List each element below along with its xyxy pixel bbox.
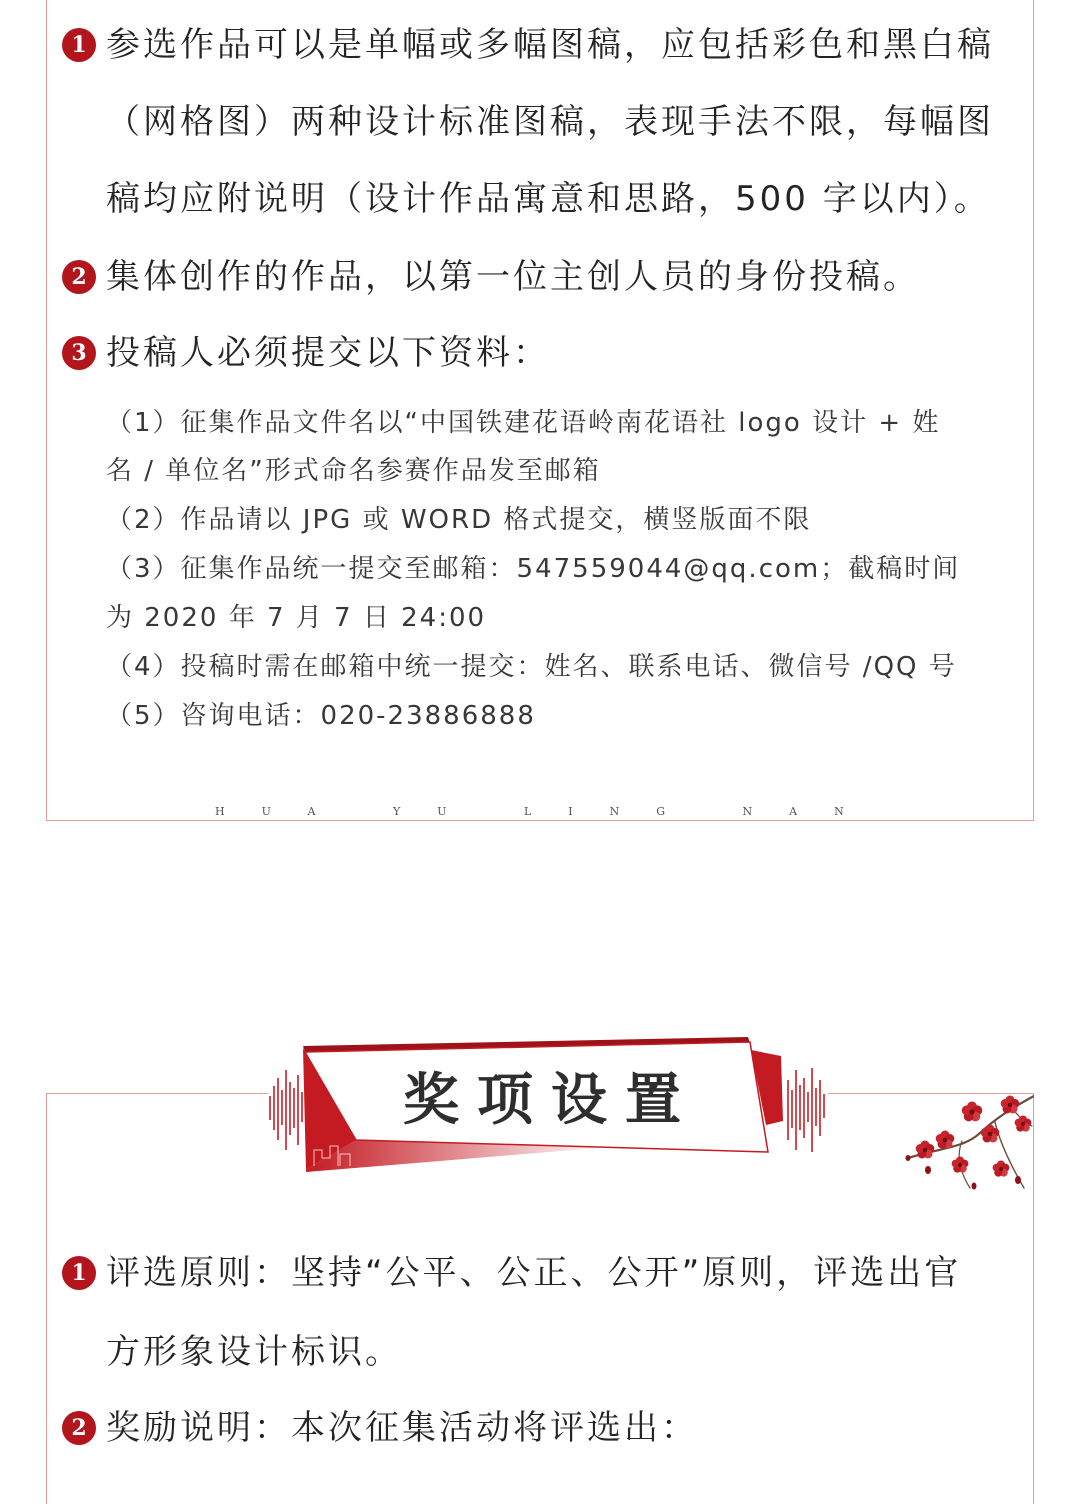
requirement-text: 稿均应附说明（设计作品寓意和思路，500 字以内）。 <box>106 179 991 219</box>
section1-frame-left <box>46 0 47 821</box>
number-badge: 2 <box>62 260 96 294</box>
award-text: 评选原则：坚持“公平、公正、公开”原则，评选出官 <box>106 1253 962 1293</box>
award-text: 奖励说明：本次征集活动将评选出： <box>106 1408 698 1448</box>
section1-frame-bottom <box>46 820 1034 821</box>
number-badge: 1 <box>62 1256 96 1290</box>
material-line: 名 / 单位名”形式命名参赛作品发至邮箱 <box>106 456 601 486</box>
requirement-text: 集体创作的作品，以第一位主创人员的身份投稿。 <box>106 257 920 297</box>
material-line: 为 2020 年 7 月 7 日 24:00 <box>106 603 487 633</box>
plum-blossom-branch-icon <box>900 1088 1034 1200</box>
requirement-text: （网格图）两种设计标准图稿，表现手法不限，每幅图 <box>106 102 994 142</box>
award-text: 方形象设计标识。 <box>106 1332 402 1372</box>
number-badge: 1 <box>62 28 96 62</box>
section-title: 奖项设置 <box>403 1067 699 1133</box>
material-line: （5）咨询电话：020-23886888 <box>106 701 536 731</box>
barcode-decoration-left <box>270 1070 306 1150</box>
requirement-text: 投稿人必须提交以下资料： <box>106 333 550 373</box>
section1-frame-right <box>1033 0 1034 821</box>
requirement-text: 参选作品可以是单幅或多幅图稿，应包括彩色和黑白稿 <box>106 25 994 65</box>
brand-watermark: HUA YU LING NAN <box>215 805 881 818</box>
material-line: （3）征集作品统一提交至邮箱：547559044@qq.com；截稿时间 <box>106 554 961 584</box>
material-line: （2）作品请以 JPG 或 WORD 格式提交，横竖版面不限 <box>106 505 812 535</box>
number-badge: 3 <box>62 336 96 370</box>
material-line: （4）投稿时需在邮箱中统一提交：姓名、联系电话、微信号 /QQ 号 <box>106 652 957 682</box>
number-badge: 2 <box>62 1411 96 1445</box>
material-line: （1）征集作品文件名以“中国铁建花语岭南花语社 logo 设计 + 姓 <box>106 408 941 438</box>
barcode-decoration-right <box>788 1068 824 1152</box>
